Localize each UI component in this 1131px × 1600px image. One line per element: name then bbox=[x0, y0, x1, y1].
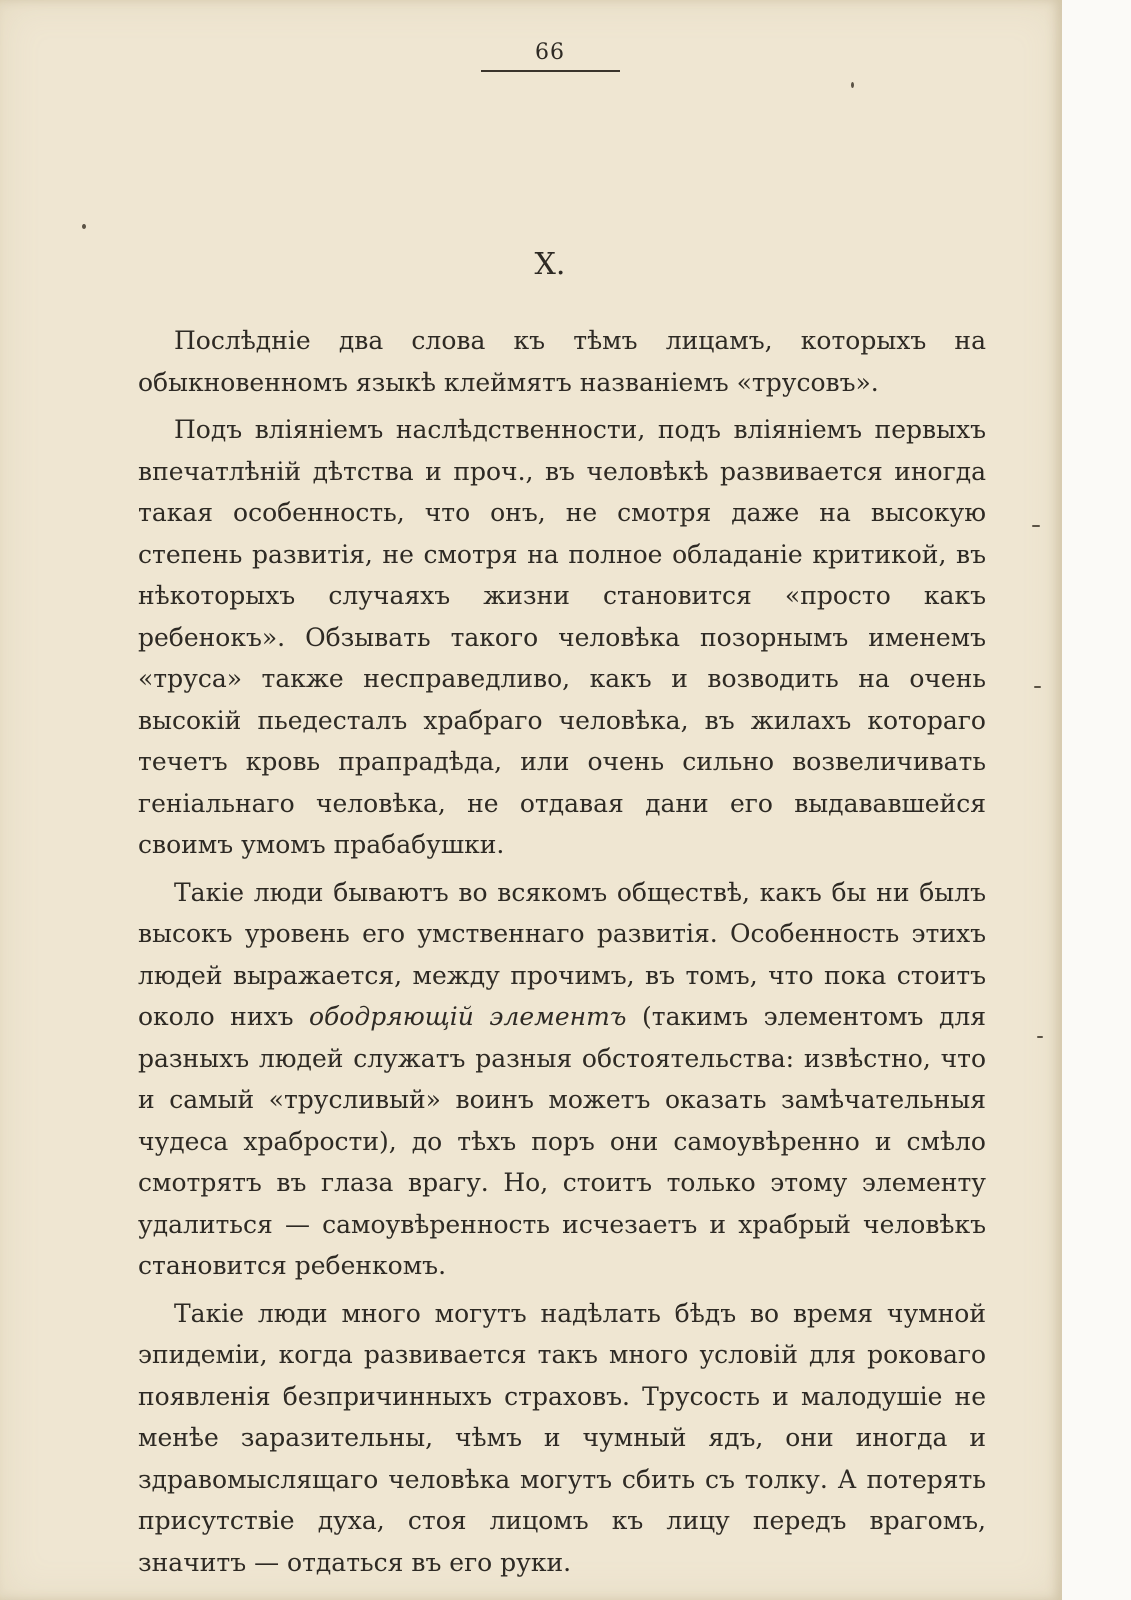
paragraph-1: Послѣдніе два слова къ тѣмъ лицамъ, которыхъ на обыкновенномъ языкѣ клеймятъ названіемъ «трусовъ». bbox=[138, 326, 986, 397]
margin-mark bbox=[1032, 525, 1040, 527]
margin-mark bbox=[1037, 1036, 1043, 1038]
emphasized-phrase: ободряющій элементъ bbox=[309, 1002, 627, 1031]
section-heading: X. bbox=[534, 247, 566, 282]
paragraph-4: Такіе люди много могутъ надѣлать бѣдъ во время чумной эпидеміи, когда развивается такъ много условій для роковаго появленія безпричинныхъ страховъ. Трусость и малодушіе не менѣе заразительны, чѣмъ и чумный ядъ, они иногда и здравомыслящаго человѣка могутъ сбить съ толку. А потерять присутствіе духа, стоя лицомъ къ лицу передъ врагомъ, значитъ — отдаться въ его руки. bbox=[138, 1298, 986, 1577]
scan-margin bbox=[1062, 0, 1131, 1600]
paragraph-3 bbox=[138, 872, 986, 1287]
margin-mark bbox=[1034, 686, 1041, 688]
ink-speck bbox=[851, 82, 854, 88]
paragraph-3-text-before: Такіе люди бываютъ во всякомъ обществѣ, какъ бы ни былъ высокъ уровень его умственнаго развитія. Особенность этихъ людей выражается, между прочимъ, въ томъ, что пока стоитъ около нихъ bbox=[138, 877, 986, 1031]
header-rule bbox=[481, 70, 620, 72]
body-text bbox=[138, 320, 986, 1583]
page-number: 66 bbox=[535, 40, 565, 65]
ink-speck bbox=[82, 224, 86, 229]
paragraph-2: Подъ вліяніемъ наслѣдственности, подъ вліяніемъ первыхъ впечатлѣній дѣтства и проч., въ человѣкѣ развивается иногда такая особенность, что онъ, не смотря даже на высокую степень развитія, не смотря на полное обладаніе критикой, въ нѣкоторыхъ случаяхъ жизни становится «просто какъ ребенокъ». Обзывать такого человѣка позорнымъ именемъ «труса» также несправедливо, какъ и возводить на очень высокій пьедесталъ храбраго человѣка, въ жилахъ котораго течетъ кровь прапрадѣда, или очень сильно возвеличивать геніальнаго человѣка, не отдавая дани его выдававшейся своимъ умомъ прабабушки. bbox=[138, 415, 986, 859]
paragraph-3-text-after: (такимъ элементомъ для разныхъ людей служатъ разныя обстоятельства: извѣстно, что и самый «трусливый» воинъ можетъ оказать замѣчательныя чудеса храбрости), до тѣхъ поръ они самоувѣренно и смѣло смотрятъ въ глаза врагу. Но, стоитъ только этому элементу удалиться — самоувѣренность исчезаетъ и храбрый человѣкъ становится ребенкомъ. bbox=[138, 1002, 986, 1280]
